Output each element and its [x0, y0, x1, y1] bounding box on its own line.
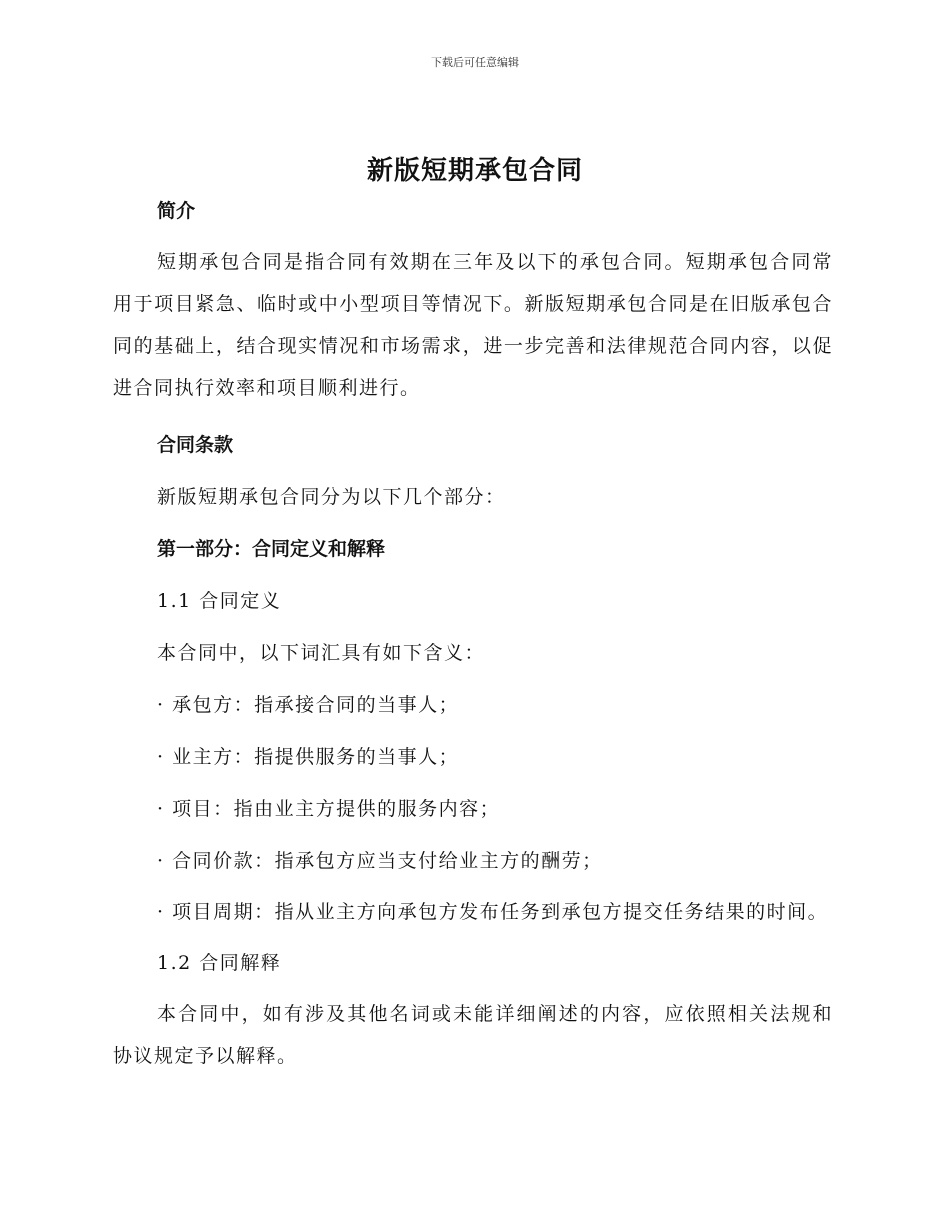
- header-note: 下载后可任意编辑: [431, 56, 519, 69]
- terms-intro: 新版短期承包合同分为以下几个部分：: [157, 486, 506, 508]
- definitions-intro: 本合同中，以下词汇具有如下含义：: [157, 642, 486, 664]
- document-title: 新版短期承包合同: [366, 156, 583, 186]
- part1-heading: 第一部分：合同定义和解释: [157, 538, 386, 560]
- definition-item: · 承包方：指承接合同的当事人；: [157, 694, 460, 716]
- interpretation-paragraph: 本合同中，如有涉及其他名词或未能详细阐述的内容，应依照相关法规和协议规定予以解释。: [113, 1003, 833, 1067]
- document-body: [113, 195, 833, 1077]
- definition-item: · 项目周期：指从业主方向承包方发布任务到承包方提交任务结果的时间。: [157, 901, 829, 923]
- section-1-2-heading: 1.2 合同解释: [157, 952, 282, 974]
- terms-heading: 合同条款: [157, 434, 234, 456]
- intro-heading: 简介: [157, 200, 196, 222]
- definition-item: · 业主方：指提供服务的当事人；: [157, 746, 460, 768]
- intro-paragraph: 短期承包合同是指合同有效期在三年及以下的承包合同。短期承包合同常用于项目紧急、临时或中小型项目等情况下。新版短期承包合同是在旧版承包合同的基础上，结合现实情况和市场需求，进一步完善和法律规范合同内容，以促进合同执行效率和项目顺利进行。: [113, 251, 833, 399]
- definition-item: · 合同价款：指承包方应当支付给业主方的酬劳；: [157, 850, 603, 872]
- definition-item: · 项目：指由业主方提供的服务内容；: [157, 798, 501, 820]
- section-1-1-heading: 1.1 合同定义: [157, 590, 282, 612]
